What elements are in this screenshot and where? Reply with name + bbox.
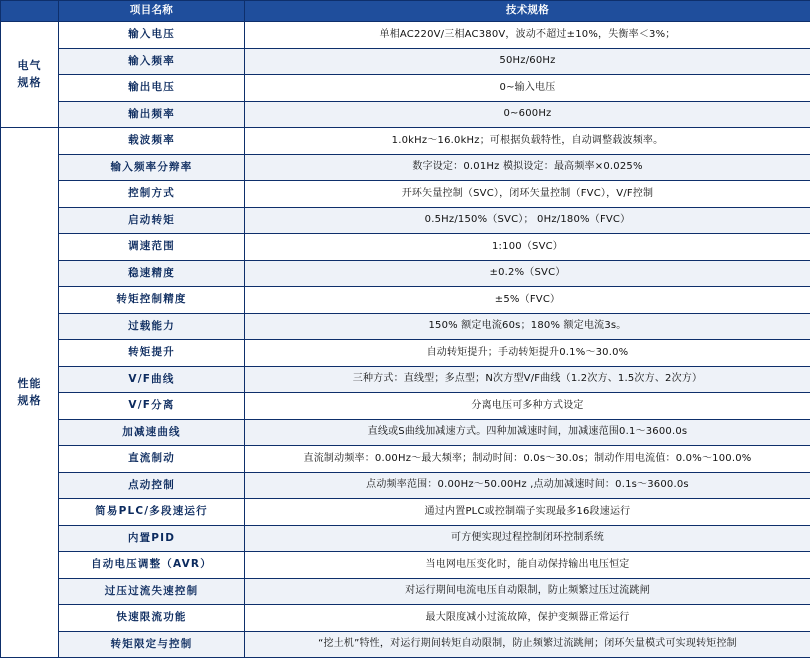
item-name-cell: 内置PID <box>59 525 245 552</box>
item-name-cell: 简易PLC/多段速运行 <box>59 499 245 526</box>
table-row <box>1 578 810 605</box>
table-row <box>1 128 810 155</box>
table-row <box>1 472 810 499</box>
header-group <box>1 1 59 22</box>
spec-value-cell: 0~输入电压 <box>245 75 810 102</box>
spec-value-cell: 当电网电压变化时，能自动保持输出电压恒定 <box>245 552 810 579</box>
table-row <box>1 154 810 181</box>
table-row <box>1 101 810 128</box>
item-name-cell: 启动转矩 <box>59 207 245 234</box>
table-row <box>1 181 810 208</box>
spec-value-cell: “挖土机”特性，对运行期间转矩自动限制，防止频繁过流跳闸；闭环矢量模式可实现转矩控制 <box>245 631 810 658</box>
spec-value-cell: 0.5Hz/150%（SVC）； 0Hz/180%（FVC） <box>245 207 810 234</box>
table-header <box>1 1 810 22</box>
spec-value-cell: 通过内置PLC或控制端子实现最多16段速运行 <box>245 499 810 526</box>
table-row <box>1 419 810 446</box>
item-name-cell: 直流制动 <box>59 446 245 473</box>
item-name-cell: 转矩控制精度 <box>59 287 245 314</box>
table-header-row <box>1 1 810 22</box>
item-name-cell: 输出频率 <box>59 101 245 128</box>
table-row <box>1 260 810 287</box>
table-row <box>1 48 810 75</box>
spec-value-cell: 直线或S曲线加减速方式。四种加减速时间，加减速范围0.1～3600.0s <box>245 419 810 446</box>
item-name-cell: 转矩提升 <box>59 340 245 367</box>
table-row <box>1 393 810 420</box>
spec-value-cell: 点动频率范围：0.00Hz～50.00Hz ,点动加减速时间：0.1s～3600.0s <box>245 472 810 499</box>
spec-value-cell: 对运行期间电流电压自动限制，防止频繁过压过流跳闸 <box>245 578 810 605</box>
table-row <box>1 446 810 473</box>
spec-value-cell: 0~600Hz <box>245 101 810 128</box>
item-name-cell: 调速范围 <box>59 234 245 261</box>
item-name-cell: 加减速曲线 <box>59 419 245 446</box>
table-row <box>1 525 810 552</box>
spec-value-cell: ±5%（FVC） <box>245 287 810 314</box>
item-name-cell: 快速限流功能 <box>59 605 245 632</box>
item-name-cell: 输入电压 <box>59 22 245 49</box>
item-name-cell: V/F分离 <box>59 393 245 420</box>
item-name-cell: 过压过流失速控制 <box>59 578 245 605</box>
table-row <box>1 207 810 234</box>
table-row <box>1 22 810 49</box>
spec-value-cell: 单相AC220V/三相AC380V，波动不超过±10%，失衡率＜3%； <box>245 22 810 49</box>
spec-value-cell: 直流制动频率：0.00Hz～最大频率；制动时间：0.0s～30.0s；制动作用电流值：0.0%～100.0% <box>245 446 810 473</box>
spec-value-cell: 1:100（SVC） <box>245 234 810 261</box>
spec-value-cell: 150% 额定电流60s；180% 额定电流3s。 <box>245 313 810 340</box>
group-label-cell: 性能 规格 <box>1 128 59 658</box>
spec-value-cell: 自动转矩提升；手动转矩提升0.1%～30.0% <box>245 340 810 367</box>
table-row <box>1 366 810 393</box>
item-name-cell: 稳速精度 <box>59 260 245 287</box>
spec-value-cell: ±0.2%（SVC） <box>245 260 810 287</box>
header-item: 项目名称 <box>59 1 245 22</box>
item-name-cell: 控制方式 <box>59 181 245 208</box>
table-row <box>1 234 810 261</box>
spec-value-cell: 50Hz/60Hz <box>245 48 810 75</box>
table-row <box>1 313 810 340</box>
item-name-cell: 转矩限定与控制 <box>59 631 245 658</box>
spec-value-cell: 1.0kHz～16.0kHz；可根据负载特性，自动调整载波频率。 <box>245 128 810 155</box>
table-row <box>1 75 810 102</box>
table-body <box>1 22 810 658</box>
item-name-cell: 输入频率 <box>59 48 245 75</box>
spec-value-cell: 最大限度减小过流故障，保护变频器正常运行 <box>245 605 810 632</box>
spec-value-cell: 三种方式：直线型；多点型；N次方型V/F曲线（1.2次方、1.5次方、2次方） <box>245 366 810 393</box>
table-row <box>1 552 810 579</box>
table-row <box>1 605 810 632</box>
item-name-cell: 自动电压调整（AVR） <box>59 552 245 579</box>
spec-value-cell: 可方便实现过程控制闭环控制系统 <box>245 525 810 552</box>
item-name-cell: 点动控制 <box>59 472 245 499</box>
header-spec: 技术规格 <box>245 1 810 22</box>
item-name-cell: V/F曲线 <box>59 366 245 393</box>
spec-value-cell: 开环矢量控制（SVC），闭环矢量控制（FVC），V/F控制 <box>245 181 810 208</box>
spec-value-cell: 数字设定：0.01Hz 模拟设定：最高频率×0.025% <box>245 154 810 181</box>
group-label-cell: 电气 规格 <box>1 22 59 128</box>
table-row <box>1 287 810 314</box>
table-row <box>1 499 810 526</box>
item-name-cell: 载波频率 <box>59 128 245 155</box>
item-name-cell: 过载能力 <box>59 313 245 340</box>
table-row <box>1 631 810 658</box>
table-row <box>1 340 810 367</box>
item-name-cell: 输入频率分辩率 <box>59 154 245 181</box>
spec-value-cell: 分离电压可多种方式设定 <box>245 393 810 420</box>
item-name-cell: 输出电压 <box>59 75 245 102</box>
